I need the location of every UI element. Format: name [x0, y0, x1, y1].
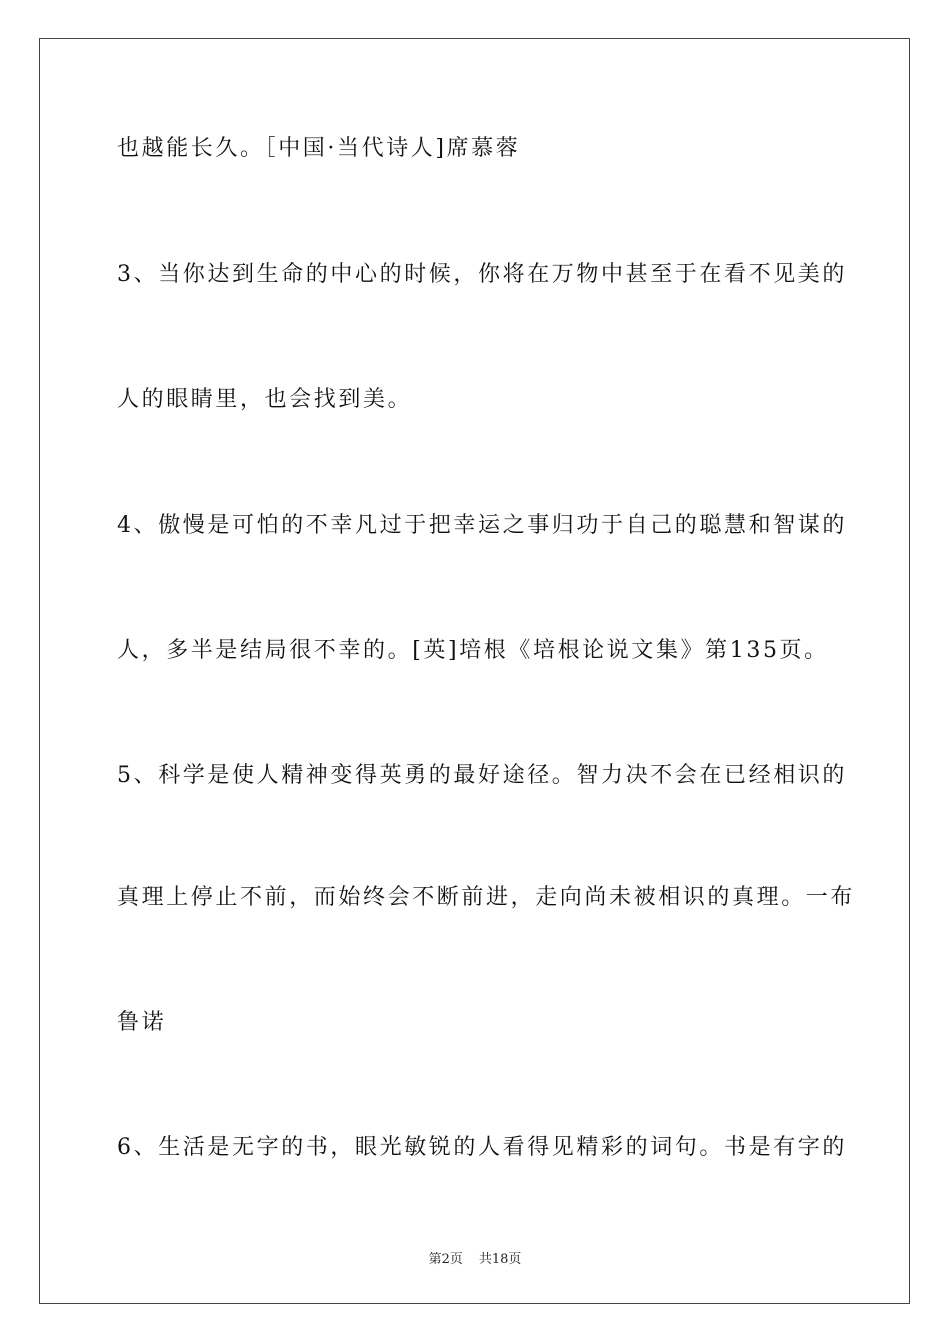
text-line: 也越能长久。［中国·当代诗人]席慕蓉 [117, 136, 521, 161]
page-footer [0, 1248, 950, 1267]
page-total: 共18页 [478, 1252, 522, 1267]
text-line: 真理上停止不前，而始终会不断前进，走向尚未被相识的真理。一布 [117, 885, 856, 910]
page-frame [39, 38, 910, 1304]
text-line: 4、傲慢是可怕的不幸凡过于把幸运之事归功于自己的聪慧和智谋的 [117, 513, 847, 538]
text-line: 3、当你达到生命的中心的时候，你将在万物中甚至于在看不见美的 [117, 262, 847, 287]
text-line: 6、生活是无字的书，眼光敏锐的人看得见精彩的词句。书是有字的 [117, 1135, 847, 1160]
page-number: 第2页 [428, 1252, 463, 1267]
text-line: 人的眼睛里，也会找到美。 [117, 387, 413, 412]
text-line: 鲁诺 [117, 1010, 167, 1035]
text-line: 人，多半是结局很不幸的。[英]培根《培根论说文集》第135页。 [117, 638, 829, 663]
text-line: 5、科学是使人精神变得英勇的最好途径。智力决不会在已经相识的 [117, 763, 847, 788]
